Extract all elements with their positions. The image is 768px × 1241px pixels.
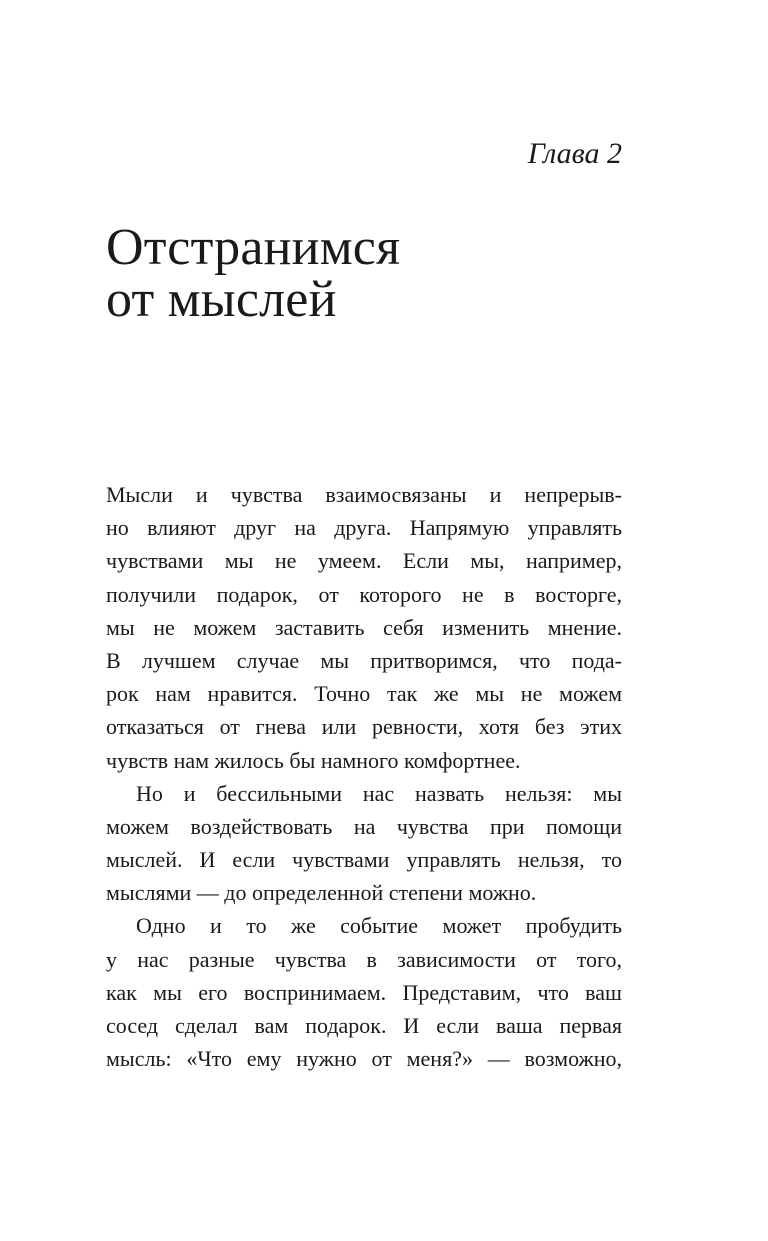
text-line: сосед сделал вам подарок. И если ваша первая — [106, 1013, 622, 1038]
text-line: Мысли и чувства взаимосвязаны и непрерыв- — [106, 482, 622, 507]
text-line: мысль: «Что ему нужно от меня?» — возможно, — [106, 1046, 622, 1072]
paragraph — [106, 478, 622, 777]
paragraph — [106, 777, 622, 910]
text-line: мыслями — до определенной степени можно. — [106, 880, 537, 906]
text-line: чувствами мы не умеем. Если мы, например, — [106, 548, 622, 574]
book-page — [106, 0, 622, 1241]
chapter-label: Глава 2 — [527, 137, 622, 170]
chapter-title — [106, 219, 622, 328]
text-line: рок нам нравится. Точно так же мы не можем — [106, 681, 622, 707]
text-line: В лучшем случае мы притворимся, что пода- — [106, 647, 622, 673]
text-line: но влияют друг на друга. Напрямую управлять — [106, 515, 622, 541]
text-line: получили подарок, от которого не в восторге, — [106, 581, 622, 607]
paragraph — [106, 909, 622, 1075]
text-line: как мы его воспринимаем. Представим, что ваш — [106, 979, 622, 1005]
text-line: отказаться от гнева или ревности, хотя без этих — [106, 714, 622, 740]
chapter-title-line: от мыслей — [106, 271, 337, 328]
body-text — [106, 478, 622, 1075]
text-line: у нас разные чувства в зависимости от того, — [106, 946, 622, 972]
text-line: можем воздействовать на чувства при помощи — [106, 813, 622, 839]
chapter-title-line: Отстранимся — [106, 219, 401, 276]
text-line: Одно и то же событие может пробудить — [136, 913, 622, 939]
text-line: мы не можем заставить себя изменить мнение. — [106, 614, 622, 640]
text-line: мыслей. И если чувствами управлять нельзя, то — [106, 847, 622, 873]
text-line: чувств нам жилось бы намного комфортнее. — [106, 747, 521, 773]
text-line: Но и бессильными нас назвать нельзя: мы — [136, 780, 622, 806]
